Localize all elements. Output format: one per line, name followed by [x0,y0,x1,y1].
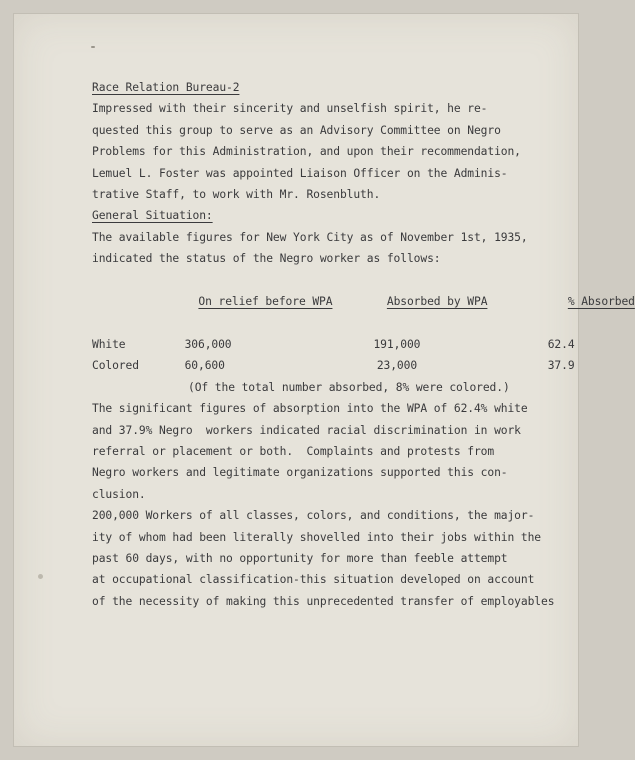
text-line: clusion. [92,487,146,501]
paragraph-committee [92,98,562,205]
text-line: Negro workers and legitimate organizations supported this con- [92,466,508,480]
page-header: Race Relation Bureau-2 [92,81,240,94]
relief-value: 60,600 [184,359,225,373]
text-line: indicated the status of the Negro worker as follows: [92,252,441,266]
typed-letter [92,77,635,612]
paper-speck [38,574,43,579]
text-line: and 37.9% Negro workers indicated racial discrimination in work [92,423,521,437]
text-line: past 60 days, with no opportunity for more than feeble attempt [92,551,508,565]
table-note: (Of the total number absorbed, 8% were colored.) [188,380,510,394]
percent-value: 62.4 [547,337,575,351]
table-header-row [92,270,635,334]
percent-value: 37.9 [547,359,575,373]
column-header-percent: % Absorbed [567,295,635,309]
paragraph-discrimination [92,398,562,505]
text-line: Lemuel L. Foster was appointed Liaison Officer on the Adminis- [92,166,508,180]
text-line: trative Staff, to work with Mr. Rosenbluth. [92,188,381,202]
row-label: Colored [92,359,139,373]
column-header-relief: On relief before WPA [198,295,333,309]
text-line: The significant figures of absorption into the WPA of 62.4% white [92,402,528,416]
absorbed-value: 191,000 [373,337,421,351]
table-row [92,355,635,376]
text-line: quested this group to serve as an Advisory Committee on Negro [92,123,501,137]
paragraph-workers [92,505,562,612]
text-line: Impressed with their sincerity and unselfish spirit, he re- [92,102,488,116]
section-heading: General Situation: [92,209,213,223]
column-header-absorbed: Absorbed by WPA [386,295,488,309]
paper-page [14,14,635,746]
text-line: 200,000 Workers of all classes, colors, and conditions, the major- [92,509,535,523]
paragraph-figures [92,227,562,270]
text-line: of the necessity of making this unprecedented transfer of employables [92,594,555,608]
relief-value: 306,000 [184,337,232,351]
text-line: at occupational classification-this situation developed on account [92,573,535,587]
text-line: referral or placement or both. Complaints and protests from [92,444,495,458]
paper-speck [91,46,95,48]
absorption-table [92,270,635,377]
table-row [92,334,635,355]
absorbed-value: 23,000 [376,359,418,373]
text-line: The available figures for New York City as of November 1st, 1935, [92,230,528,244]
row-label: White [92,337,126,351]
text-line: Problems for this Administration, and upon their recommendation, [92,145,521,159]
text-line: ity of whom had been literally shovelled into their jobs within the [92,530,541,544]
